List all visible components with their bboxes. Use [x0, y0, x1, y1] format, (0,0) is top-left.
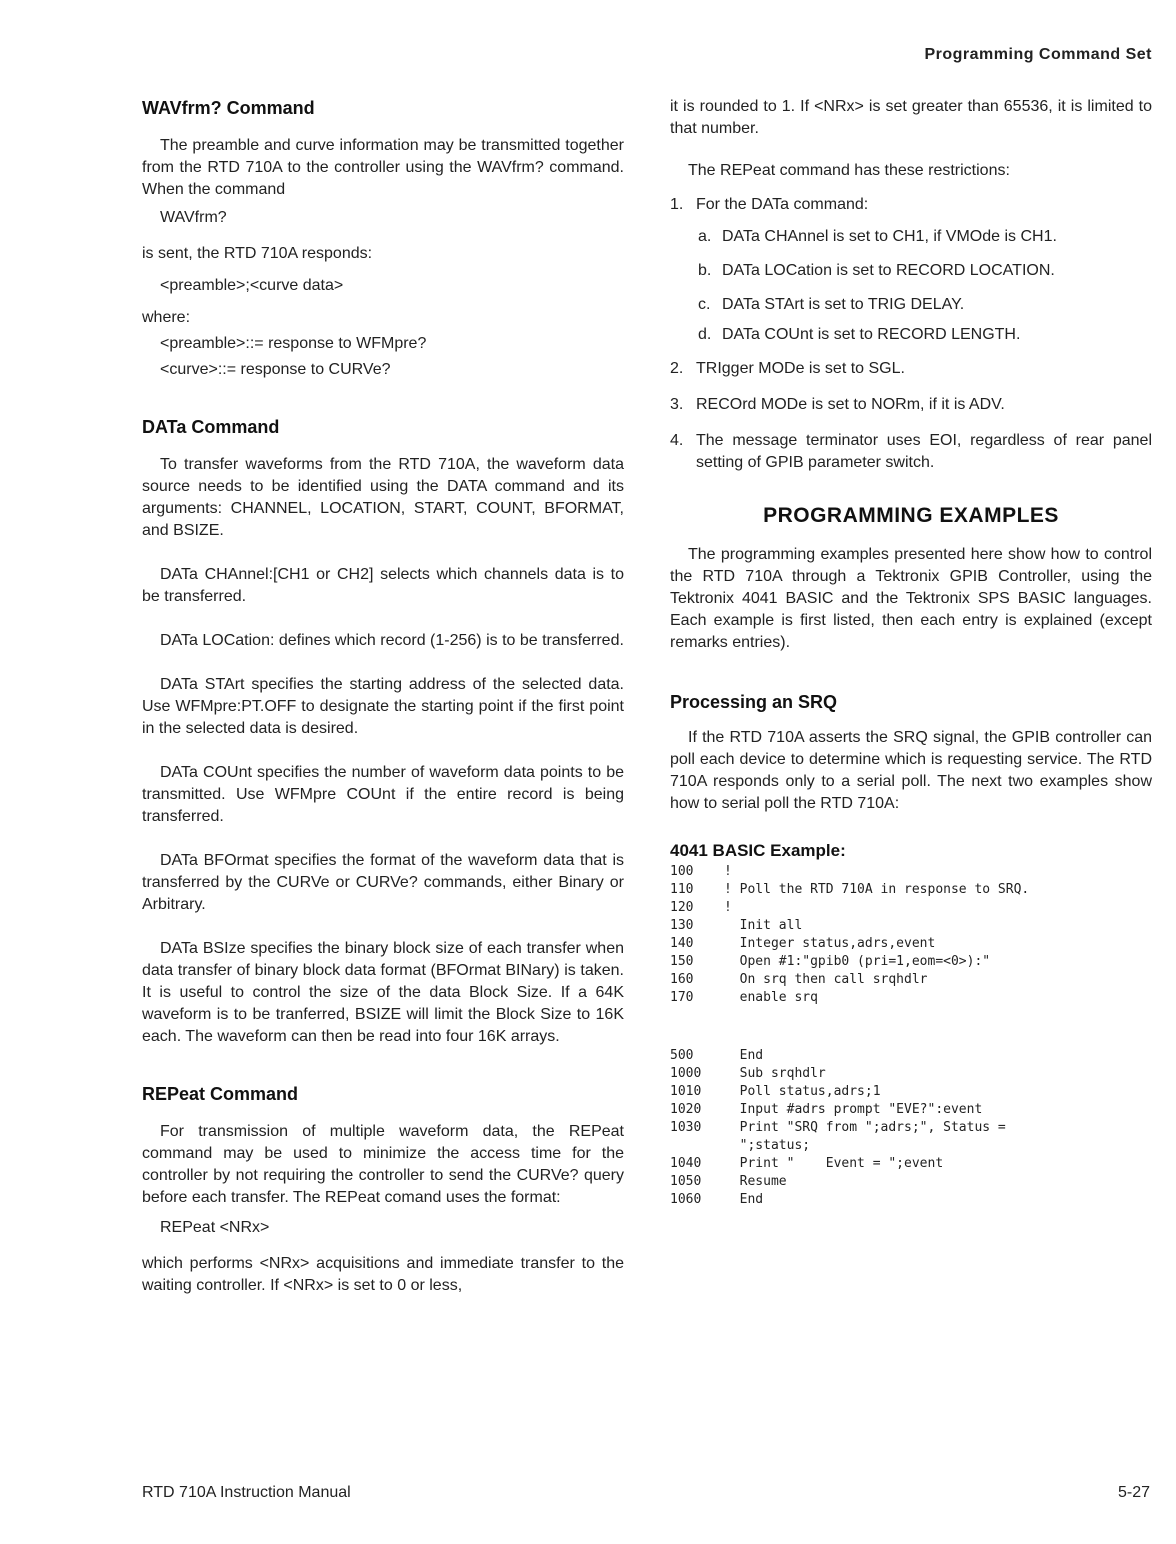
code-text: !: [724, 864, 732, 879]
sublist-letter: c.: [698, 296, 711, 313]
wavfrm-heading: WAVfrm? Command: [142, 98, 315, 118]
sublist-text: DATa LOCation is set to RECORD LOCATION.: [722, 262, 1055, 279]
repeat-cont-paragraph: it is rounded to 1. If <NRx> is set greater than 65536, it is limited to that number.: [670, 98, 1152, 137]
line-number: 150: [670, 954, 694, 969]
running-head: Programming Command Set: [924, 46, 1152, 63]
sublist-letter: a.: [698, 228, 712, 245]
footer-page-number: 5-27: [1117, 1484, 1150, 1501]
code-line: [670, 1155, 1152, 1173]
line-number: 1000: [670, 1066, 702, 1081]
footer-manual-title: RTD 710A Instruction Manual: [142, 1484, 351, 1501]
data-start-paragraph: DATa STArt specifies the starting address of the selected data. Use WFMpre:PT.OFF to designate the starting point if the first point in the selected data is desired.: [142, 676, 624, 737]
line-number: 100: [670, 864, 694, 879]
line-number: 1040: [670, 1156, 702, 1171]
restriction-item: [670, 194, 1152, 216]
code-line: [670, 1173, 1152, 1191]
data-count-paragraph: DATa COUnt specifies the number of waveform data points to be transmitted. Use WFMpre COUnt if the entire record is being transferred.: [142, 764, 624, 825]
code-line: [670, 1101, 1152, 1119]
restriction-subitem: [698, 226, 1152, 248]
code-text: End: [724, 1048, 764, 1063]
sublist-letter: b.: [698, 262, 712, 279]
line-number: 130: [670, 918, 694, 933]
code-line: [670, 935, 1152, 953]
sublist-text: DATa CHAnnel is set to CH1, if VMOde is CH1.: [722, 228, 1057, 245]
list-text: The message terminator uses EOI, regardless of rear panel setting of GPIB parameter switch.: [696, 432, 1152, 471]
restriction-subitem: [698, 324, 1152, 346]
code-text: Resume: [724, 1174, 787, 1189]
restriction-item: [670, 358, 1152, 380]
code-line: [670, 1137, 1152, 1155]
sublist-text: DATa STArt is set to TRIG DELAY.: [722, 296, 965, 313]
list-number: 3.: [670, 396, 684, 413]
code-line: [670, 881, 1152, 899]
programming-examples-heading: PROGRAMMING EXAMPLES: [763, 504, 1059, 527]
code-text: !: [724, 900, 732, 915]
list-number: 2.: [670, 360, 684, 377]
line-number: 110: [670, 882, 694, 897]
line-number: 1050: [670, 1174, 702, 1189]
list-text: RECOrd MODe is set to NORm, if it is ADV.: [696, 396, 1005, 413]
restriction-subitem: [698, 294, 1152, 316]
wavfrm-def-curve: <curve>::= response to CURVe?: [160, 361, 391, 378]
code-text: Input #adrs prompt "EVE?":event: [724, 1102, 983, 1117]
code-listing-bottom: [670, 1047, 1152, 1209]
code-line: [670, 1065, 1152, 1083]
srq-heading: Processing an SRQ: [670, 692, 838, 712]
srq-paragraph: If the RTD 710A asserts the SRQ signal, the GPIB controller can poll each device to determine which is requesting service. The RTD 710A responds only to a serial poll. The next two examples show how to serial poll the RTD 710A:: [670, 729, 1152, 812]
code-line: [670, 863, 1152, 881]
code-line: [670, 1119, 1152, 1137]
data-intro-paragraph: To transfer waveforms from the RTD 710A, the waveform data source needs to be identified using the DATA command and its arguments: CHANNEL, LOCATION, START, COUNT, BFORMAT, and BSIZE.: [142, 456, 624, 539]
code-text: Init all: [724, 918, 803, 933]
wavfrm-def-preamble: <preamble>::= response to WFMpre?: [160, 335, 427, 352]
line-number: 160: [670, 972, 694, 987]
line-number: 170: [670, 990, 694, 1005]
line-number: 1060: [670, 1192, 702, 1207]
list-text: TRIgger MODe is set to SGL.: [696, 360, 905, 377]
code-line: [670, 899, 1152, 917]
line-number: 1020: [670, 1102, 702, 1117]
code-line: [670, 1191, 1152, 1209]
code-text: enable srq: [724, 990, 818, 1005]
code-text: Integer status,adrs,event: [724, 936, 936, 951]
list-number: 1.: [670, 196, 684, 213]
code-text: Sub srqhdlr: [724, 1066, 826, 1081]
code-text: On srq then call srqhdlr: [724, 972, 928, 987]
code-text: ";status;: [724, 1138, 811, 1153]
wavfrm-where: where:: [142, 309, 191, 326]
repeat-command: REPeat <NRx>: [160, 1219, 270, 1236]
line-number: 1030: [670, 1120, 702, 1135]
list-number: 4.: [670, 432, 684, 449]
code-text: ! Poll the RTD 710A in response to SRQ.: [724, 882, 1030, 897]
wavfrm-sent-text: is sent, the RTD 710A responds:: [142, 245, 373, 262]
restriction-subitem: [698, 260, 1152, 282]
data-location-paragraph: DATa LOCation: defines which record (1-256) is to be transferred.: [160, 632, 624, 649]
restriction-item: [670, 430, 1152, 474]
code-text: Poll status,adrs;1: [724, 1084, 881, 1099]
right-column: [670, 96, 1152, 1209]
code-line: [670, 953, 1152, 971]
code-line: [670, 1047, 1152, 1065]
left-column: [142, 96, 624, 1297]
sublist-text: DATa COUnt is set to RECORD LENGTH.: [722, 326, 1021, 343]
repeat-heading: REPeat Command: [142, 1084, 299, 1104]
data-heading: DATa Command: [142, 417, 280, 437]
code-text: Open #1:"gpib0 (pri=1,eom=<0>):": [724, 954, 991, 969]
line-number: 500: [670, 1048, 694, 1063]
line-number: 1010: [670, 1084, 702, 1099]
code-text: Print "SRQ from ";adrs;", Status =: [724, 1120, 1006, 1135]
repeat-restrictions-intro: The REPeat command has these restrictions:: [688, 162, 1010, 179]
wavfrm-paragraph: The preamble and curve information may be transmitted together from the RTD 710A to the controller using the WAVfrm? command. When the command: [142, 137, 624, 198]
restriction-item: [670, 394, 1152, 416]
code-listing-top: [670, 863, 1152, 1007]
code-line: [670, 1083, 1152, 1101]
code-line: [670, 989, 1152, 1007]
sublist-letter: d.: [698, 326, 712, 343]
code-line: [670, 917, 1152, 935]
data-bformat-paragraph: DATa BFOrmat specifies the format of the waveform data that is transferred by the CURVe or CURVe? commands, either Binary or Arbitrary.: [142, 852, 624, 913]
data-channel-paragraph: DATa CHAnnel:[CH1 or CH2] selects which channels data is to be transferred.: [142, 566, 624, 605]
code-text: Print " Event = ";event: [724, 1156, 944, 1171]
programming-examples-paragraph: The programming examples presented here show how to control the RTD 710A through a Tektronix GPIB Controller, using the Tektronix 4041 BASIC and the Tektronix SPS BASIC languages. Each example is first listed, then each entry is explained (except remarks entries).: [670, 546, 1152, 651]
code-text: End: [724, 1192, 764, 1207]
repeat-paragraph: For transmission of multiple waveform data, the REPeat command may be used to minimize the access time for the controller by not requiring the controller to send the CURVe? query before each transfer. The REPeat comand uses the format:: [142, 1123, 624, 1206]
list-text: For the DATa command:: [696, 196, 869, 213]
code-line: [670, 971, 1152, 989]
example-heading: 4041 BASIC Example:: [670, 841, 846, 860]
line-number: 120: [670, 900, 694, 915]
repeat-continuation: which performs <NRx> acquisitions and immediate transfer to the waiting controller. If <NRx> is set to 0 or less,: [142, 1255, 624, 1294]
wavfrm-response: <preamble>;<curve data>: [160, 277, 344, 294]
wavfrm-command: WAVfrm?: [160, 209, 227, 226]
line-number: 140: [670, 936, 694, 951]
data-bsize-paragraph: DATa BSIze specifies the binary block size of each transfer when data transfer of binary block data format (BFOrmat BINary) is taken. It is useful to control the size of the data Block Size. If a 64K waveform is to be tranferred, BSIZE will limit the Block Size to 16K each. The waveform can then be read into four 16K arrays.: [142, 940, 624, 1045]
code-gap: [670, 1007, 1152, 1045]
